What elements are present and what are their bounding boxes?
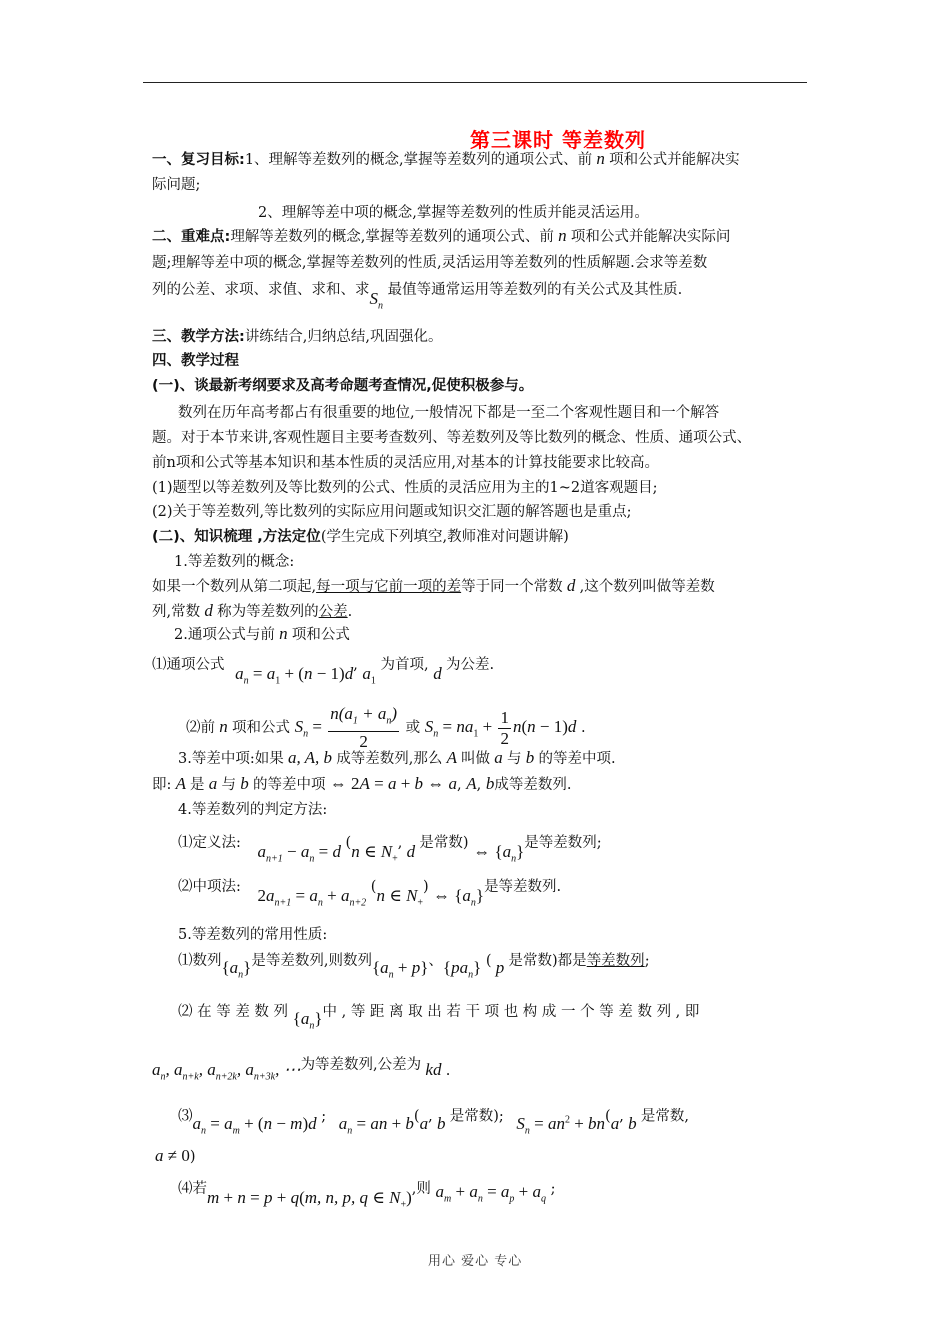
keypoints-line-2: 题;理解等差中项的概念,掌握等差数列的性质,灵活运用等差数列的性质解题.会求等差数 (152, 255, 708, 271)
property-text: 是常数)都是 (508, 953, 587, 969)
middle-term-method: ⑵中项法: $2a_{n+1} = a_n + a_{n+2}$ (n ∈ $N_+$) ⇔ $\{a_n\}$是等差数列. (178, 879, 562, 909)
criteria-label: ⑴定义法: (178, 835, 241, 851)
mean-text: 是 (189, 777, 205, 793)
subsection-2-heading (152, 527, 569, 547)
paragraph-line: (2)关于等差数列,等比数列的实际应用问题或知识交汇题的解答题也是重点; (152, 504, 632, 520)
objective-line-2: 际问题; (152, 177, 201, 193)
property-text: ⑷若 (178, 1181, 207, 1197)
formula-text: 项和公式 (232, 720, 290, 737)
property-text: 中 , 等 距 离 取 出 若 干 项 也 构 成 一 个 等 差 数 列 , 即 (322, 1004, 700, 1020)
objective-text: 1、理解等差数列的概念,掌握等差数列的通项公式、前 (244, 152, 593, 168)
property-text: 是等差数列,则数列 (251, 953, 372, 969)
keypoints-label: 二、重难点: (152, 229, 231, 245)
method-text: 讲练结合,归纳总结,巩固强化。 (244, 329, 443, 345)
paragraph-line: 数列在历年高考都占有很重要的地位,一般情况下都是一至二个客观性题目和一个解答 (178, 405, 720, 421)
formula-title: 2.通项公式与前 n 项和公式 (174, 624, 350, 643)
property-3-cont: a ≠ 0) (155, 1146, 196, 1165)
property-underline: 等差数列 (586, 953, 645, 969)
keypoints-line-1: 二、重难点:理解等差数列的概念,掌握等差数列的通项公式、前 n 项和公式并能解决实际问 (152, 226, 731, 245)
properties-title: 5.等差数列的常用性质: (178, 927, 328, 943)
concept-text: 如果一个数列从第二项起, (152, 579, 317, 595)
subsection-1-heading: (一)、谈最新考纲要求及高考命题考查情况,促使积极参与。 (152, 378, 534, 394)
mean-text: 成等差数列. (494, 777, 572, 793)
objective-text: 项和公式并能解决实 (609, 152, 740, 168)
property-text: ⑴数列 (178, 953, 222, 969)
mean-text: 3.等差中项:如果 (178, 751, 284, 767)
mean-text: 的等差中项. (538, 751, 616, 767)
criteria-text: 是等差数列. (484, 879, 562, 895)
concept-title: 1.等差数列的概念: (174, 554, 295, 570)
criteria-text: 是常数) (419, 835, 469, 851)
keypoints-text: 理解等差数列的概念,掌握等差数列的通项公式、前 (230, 229, 554, 245)
property-text: ⑶ (178, 1108, 193, 1125)
formula-text: 为首项, (380, 657, 429, 673)
sum-formula: ⑵前 n 项和公式 $S_n$ = $\frac{n(a_1 + a_n)}{2}$ 或 $S_n = na_1$ + $\frac{1}{2}$ n(n − 1)d . (186, 704, 586, 752)
general-term-formula: ⑴通项公式 $a_n = a_1 + (n - 1)d$, $a_1$ 为首项, d 为公差. (152, 657, 495, 687)
concept-underline: 公差 (318, 604, 348, 620)
arith-mean-line-1: 3.等差中项:如果 a, A, b 成等差数列,那么 A 叫做 a 与 b 的等差中项. (178, 748, 616, 767)
subsection-2-title: (二)、知识梳理 ,方法定位 (152, 529, 321, 545)
concept-line-2: 列,常数 d 称为等差数列的公差. (152, 601, 353, 620)
concept-text: 称为等差数列的 (217, 604, 319, 620)
concept-text: 列,常数 (152, 604, 201, 620)
keypoints-text: 列的公差、求项、求值、求和、求 (152, 282, 370, 298)
formula-text: 为公差. (446, 657, 495, 673)
method-line (152, 327, 443, 347)
concept-text: . (347, 604, 353, 620)
definition-method: ⑴定义法: $a_{n+1} - a_n = d$ (n ∈ $N_+$, d 是常数) ⇔ $\{a_n\}$是等差数列; (178, 835, 602, 865)
process-heading: 四、教学过程 (152, 353, 239, 369)
criteria-label: ⑵中项法: (178, 879, 241, 895)
paragraph-line: 前n项和公式等基本知识和基本性质的灵活应用,对基本的计算技能要求比较高。 (152, 455, 659, 471)
objective-line-1: 一、复习目标:1、理解等差数列的概念,掌握等差数列的通项公式、前 n 项和公式并能解决实 (152, 149, 740, 168)
formula-title-text: 项和公式 (291, 627, 350, 643)
property-text: 是常数, (640, 1108, 689, 1125)
criteria-text: 是等差数列; (524, 835, 602, 851)
property-4: ⑷若m + n = p + q(m, n, p, q ∈ $N_+$),则 $a_m + a_n = a_p + a_q$ ; (178, 1181, 556, 1211)
property-2-line-1: ⑵ 在 等 差 数 列 $\{a_n\}$中 , 等 距 离 取 出 若 干 项 也 构 成 一 个 等 差 数 列 , 即 (178, 1004, 700, 1032)
concept-underline: 每一项与它前一项的差 (316, 579, 462, 595)
mean-text: 与 (507, 751, 522, 767)
formula-text: 或 (405, 720, 421, 737)
property-1: ⑴数列$\{a_n\}$是等差数列,则数列$\{a_n + p\}$、$\{pa_n\}$ ( p 是常数)都是等差数列; (178, 953, 650, 981)
objective-line-3: 2、理解等差中项的概念,掌握等差数列的性质并能灵活运用。 (258, 205, 649, 221)
subsection-2-note: (学生完成下列填空,教师准对问题讲解) (320, 529, 569, 545)
concept-text: 等于同一个常数 (461, 579, 563, 595)
property-text: 是常数); (449, 1108, 504, 1125)
mean-text: 即: (152, 777, 172, 793)
arith-mean-line-2: 即: A 是 a 与 b 的等差中项 ⇔ 2A = a + b ⇔ a, A, b成等差数列. (152, 774, 572, 793)
concept-line-1: 如果一个数列从第二项起,每一项与它前一项的差等于同一个常数 d ,这个数列叫做等差数 (152, 576, 715, 595)
property-text: 为等差数列,公差为 (300, 1057, 422, 1073)
property-text: ,则 (411, 1181, 431, 1197)
concept-text: ,这个数列叫做等差数 (579, 579, 715, 595)
criteria-title: 4.等差数列的判定方法: (178, 802, 328, 818)
mean-text: 与 (221, 777, 236, 793)
method-label: 三、教学方法: (152, 329, 245, 345)
keypoints-text: 项和公式并能解决实际问 (570, 229, 731, 245)
property-3: $⑶a_n = a_m + (n - m)d$ ; $a_n$ = an + b(a, b 是常数); $S_n = an^2 + bn(a$, b 是常数, (178, 1108, 689, 1137)
paragraph-line: 题。对于本节来讲,客观性题目主要考查数列、等差数列及等比数列的概念、性质、通项公式、 (152, 430, 752, 446)
keypoints-line-3: 列的公差、求项、求值、求和、求$S_n$ 最值等通常运用等差数列的有关公式及其性质. (152, 282, 683, 312)
keypoints-text: 最值等通常运用等差数列的有关公式及其性质. (387, 282, 683, 298)
property-text: ; (644, 953, 650, 969)
paragraph-line: (1)题型以等差数列及等比数列的公式、性质的灵活应用为主的1~2道客观题目; (152, 480, 658, 496)
mean-text: 叫做 (461, 751, 490, 767)
page-footer: 用心 爱心 专心 (428, 1254, 523, 1269)
mean-text: 成等差数列,那么 (336, 751, 443, 767)
property-text: ⑵ 在 等 差 数 列 (178, 1004, 289, 1020)
header-rule (143, 82, 807, 83)
formula-label: ⑵前 (186, 720, 215, 737)
mean-text: 的等差中项 (252, 777, 326, 793)
objectives-label: 一、复习目标: (152, 152, 245, 168)
page-title: 第三课时 等差数列 (470, 128, 646, 152)
formula-label: ⑴通项公式 (152, 657, 225, 673)
property-2-line-2: $a_n$, $a_{n+k}$, $a_{n+2k}$, $a_{n+3k}$, ⋯为等差数列,公差为 kd . (152, 1057, 451, 1083)
formula-title-text: 2.通项公式与前 (174, 627, 275, 643)
